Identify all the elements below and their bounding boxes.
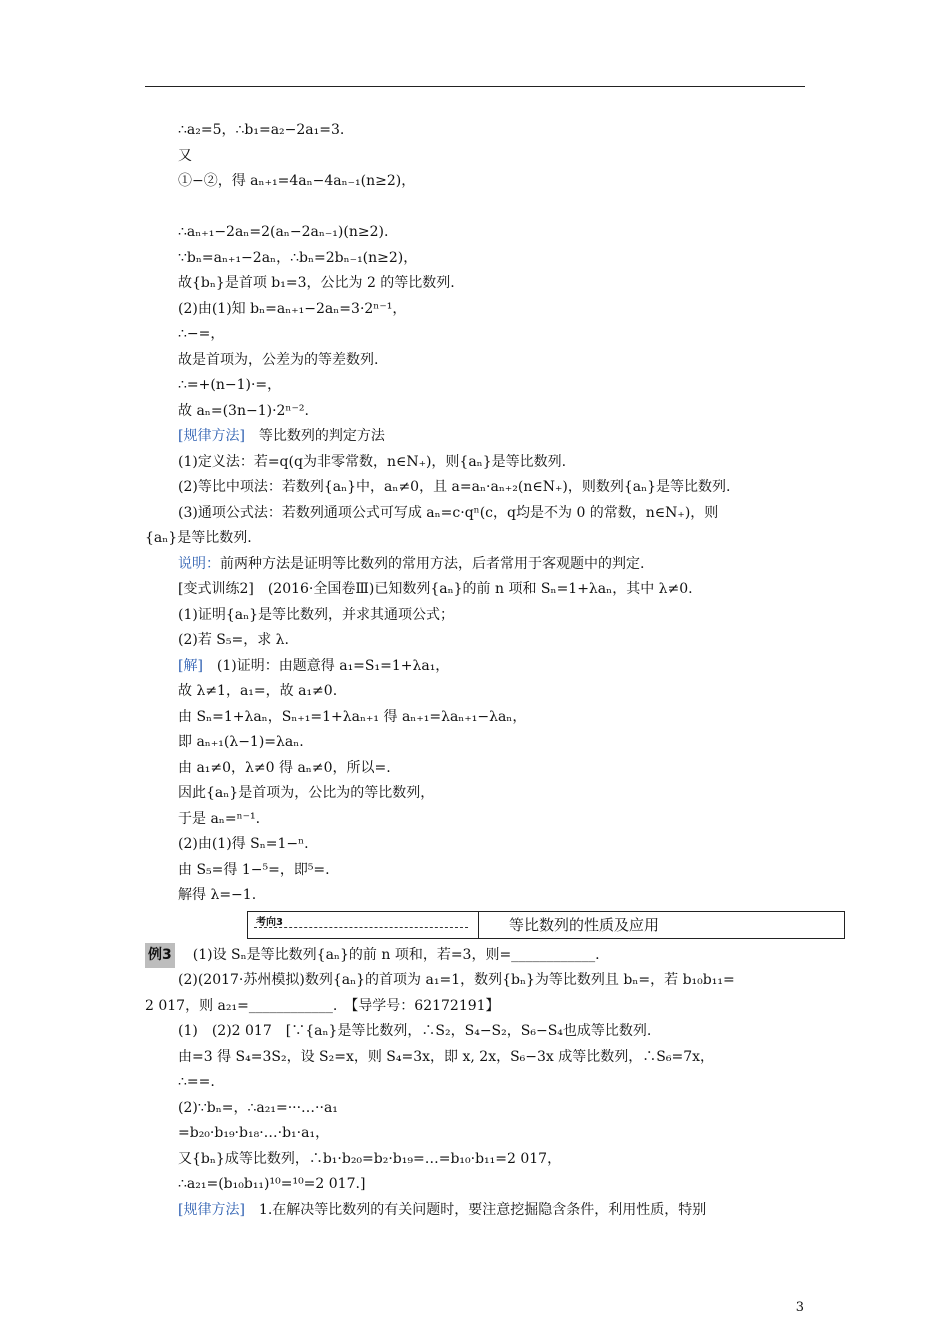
method-text: 1.在解决等比数列的有关问题时，要注意挖掘隐含条件，利用性质，特别 [244,1201,707,1218]
text-line: 由=3 得 S₄=3S₂，设 S₂=x，则 S₄=3x，即 x, 2x，S₆−3x 成等比数列，∴S₆=7x， [178,1048,715,1065]
blank-line [145,195,810,221]
text-line: ∴==. [178,1074,215,1090]
dashed-divider [254,927,468,928]
method-tag: [规律方法] [178,1201,245,1218]
solution-line [145,654,810,680]
method-title: 等比数列的判定方法 [244,428,385,444]
section-title: 等比数列的性质及应用 [509,915,660,934]
text-line: 由 Sₙ=1+λaₙ，Sₙ₊₁=1+λaₙ₊₁ 得 aₙ₊₁=λaₙ₊₁−λaₙ， [178,708,527,725]
section-label-cell [248,912,479,938]
text-line: {aₙ}是等比数列. [145,530,252,546]
method-heading [145,424,810,450]
text-line: 解得 λ=−1. [178,887,257,903]
page-content [145,118,810,1223]
solution-tag: [解] [178,657,203,674]
note-tag: 说明： [178,555,220,572]
text-line: ∴a₂=5，∴b₁=a₂−2a₁=3. [178,122,345,138]
text-line: (1) (2)2 017 [∵{aₙ}是等比数列，∴S₂，S₄−S₂，S₆−S₄也成等比数列. [178,1023,652,1039]
text-line: ∴−=， [178,326,225,342]
text-line: 故 λ≠1，a₁=，故 a₁≠0. [178,683,338,699]
example-text: (1)设 Sₙ是等比数列{aₙ}的前 n 项和，若=3，则=____________. [178,946,600,963]
note-text: 前两种方法是证明等比数列的常用方法，后者常用于客观题中的判定. [220,555,645,572]
text-line: (3)通项公式法：若数列通项公式可写成 aₙ=c·qⁿ(c，q均是不为 0 的常数，n∈N₊)，则 [178,504,719,521]
text-line: (1)定义法：若=q(q为非零常数，n∈N₊)，则{aₙ}是等比数列. [178,453,567,470]
text-line: ∵bₙ=aₙ₊₁−2aₙ，∴bₙ=2bₙ₋₁(n≥2)， [178,249,418,266]
text-line: ∴a₂₁=(b₁₀b₁₁)¹⁰=¹⁰=2 017.] [178,1176,366,1192]
text-line: ∴aₙ₊₁−2aₙ=2(aₙ−2aₙ₋₁)(n≥2). [178,224,389,240]
solution-text: (1)证明：由题意得 a₁=S₁=1+λa₁， [202,657,450,674]
text-line: 又{bₙ}成等比数列，∴b₁·b₂₀=b₂·b₁₉=…=b₁₀·b₁₁=2 017， [178,1150,562,1167]
text-line: (2)由(1)得 Sₙ=1−ⁿ. [178,836,309,852]
section-label: 考向3 [256,916,283,928]
text-line: ①−②，得 aₙ₊₁=4aₙ−4aₙ₋₁(n≥2)， [178,173,416,189]
text-line: (2)等比中项法：若数列{aₙ}中，aₙ≠0，且 a=aₙ·aₙ₊₂(n∈N₊)，则数列{aₙ}是等比数列. [178,479,731,495]
section-box-row [145,911,810,943]
text-line: 故 aₙ=(3n−1)·2ⁿ⁻². [178,402,309,419]
text-line: (2)若 S₅=，求 λ. [178,632,289,648]
method-tag: [规律方法] [178,428,245,444]
text-line: 因此{aₙ}是首项为，公比为的等比数列， [178,785,435,801]
page-number: 3 [795,1300,804,1315]
header-rule [145,86,805,87]
example-badge: 例3 [145,943,175,969]
text-line: 又 [178,147,192,164]
text-line: (1)证明{aₙ}是等比数列，并求其通项公式； [178,606,455,623]
text-line: (2)(2017·苏州模拟)数列{aₙ}的首项为 a₁=1，数列{bₙ}为等比数列且 bₙ=，若 b₁₀b₁₁= [178,972,735,988]
text-line: (2)∵bₙ=，∴a₂₁=···…··a₁ [178,1099,338,1116]
variant-heading: [变式训练2] (2016·全国卷Ⅲ)已知数列{aₙ}的前 n 项和 Sₙ=1+λaₙ，其中 λ≠0. [178,581,693,597]
text-line: (2)由(1)知 bₙ=aₙ₊₁−2aₙ=3·2ⁿ⁻¹， [178,300,407,317]
text-line: 由 a₁≠0，λ≠0 得 aₙ≠0，所以=. [178,759,391,776]
note-line [145,552,810,578]
text-line: 即 aₙ₊₁(λ−1)=λaₙ. [178,734,304,750]
method-heading [145,1198,810,1224]
text-line: 2 017，则 a₂₁=____________. 【导学号：62172191】 [145,997,500,1014]
text-line: ∴=+(n−1)·=， [178,377,282,393]
text-line: =b₂₀·b₁₉·b₁₈·…·b₁·a₁， [178,1125,330,1141]
section-box [247,911,845,939]
text-line: 于是 aₙ=ⁿ⁻¹. [178,810,261,827]
text-line: 故{bₙ}是首项 b₁=3，公比为 2 的等比数列. [178,275,455,291]
text-line: 由 S₅=得 1−⁵=，即⁵=. [178,861,330,878]
example-line [145,943,810,969]
text-line: 故是首项为，公差为的等差数列. [178,351,379,368]
